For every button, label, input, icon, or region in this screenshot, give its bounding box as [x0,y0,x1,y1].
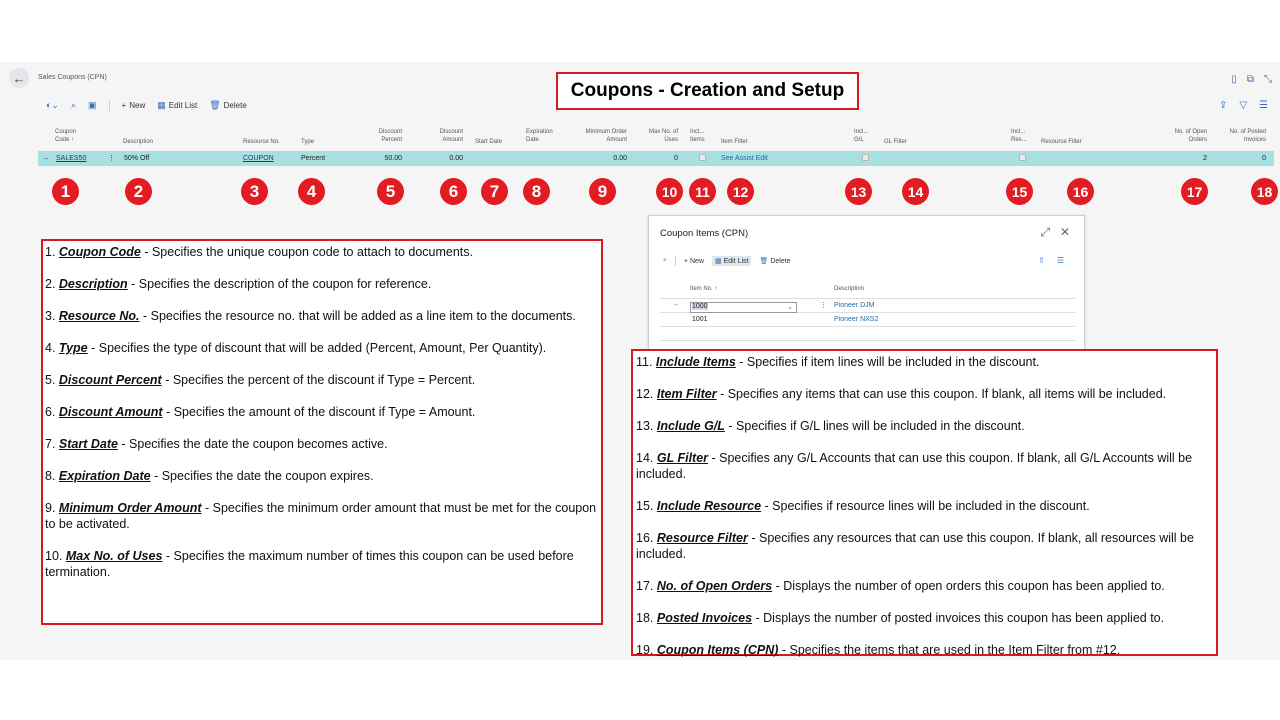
banner-title: Coupons - Creation and Setup [556,72,859,110]
table-row[interactable] [38,151,1274,166]
col-incl-gl[interactable]: Incl... G/L [854,129,869,143]
dialog-delete-button[interactable]: 🗑 Delete [759,258,791,265]
row-menu-icon[interactable]: ⋮ [108,155,115,162]
table-row[interactable] [660,299,1075,313]
callout-badge: 18 [1251,178,1278,205]
col-incl-items[interactable]: Incl... Items [690,129,705,143]
incl-res-checkbox[interactable] [1019,154,1026,161]
cell-coupon-code[interactable]: SALES50 [56,155,87,162]
description-item: 16. Resource Filter - Specifies any resources that can use this coupon. If blank, all resources will be included. [636,531,1194,561]
cell-item-description[interactable]: Pioneer DJM [834,302,875,309]
callout-badge: 6 [440,178,467,205]
cell-discount-percent[interactable]: 50.00 [384,155,402,162]
col-description[interactable]: Description [123,139,154,145]
callout-badge: 12 [727,178,754,205]
callout-badge: 3 [241,178,268,205]
callout-badge: 2 [125,178,152,205]
callout-badge: 17 [1181,178,1208,205]
coupon-items-dialog [648,215,1085,350]
chevron-down-icon[interactable]: ⌄ [787,304,793,311]
expand-icon[interactable]: ⤢ [1040,225,1050,239]
description-item: 3. Resource No. - Specifies the resource no. that will be added as a line item to the documents. [45,309,576,323]
col-min-order-amount[interactable]: Minimum Order Amount [585,129,627,143]
cell-resource-no[interactable]: COUPON [243,155,274,162]
close-icon[interactable]: ✕ [1059,225,1070,239]
list-view-icon[interactable]: ☰ [1056,256,1064,265]
callout-badge: 11 [689,178,716,205]
cell-description[interactable]: 50% Off [124,155,150,162]
layout-icon[interactable]: ▣ [88,100,97,110]
cell-min-order-amount[interactable]: 0.00 [613,155,627,162]
filter-icon[interactable]: ▽ [1239,100,1248,111]
window-controls [1231,74,1272,85]
toolbar-divider [675,256,676,266]
dialog-new-button[interactable]: + New [683,257,704,265]
col-posted-invoices[interactable]: No. of Posted Invoices [1229,129,1266,143]
callout-badge: 8 [523,178,550,205]
col-coupon-code[interactable]: Coupon Code ↑ [55,129,77,143]
dialog-grid [660,298,1075,341]
description-item: 8. Expiration Date - Specifies the date the coupon expires. [45,469,374,483]
callout-badge: 4 [298,178,325,205]
view-toggle-icon[interactable]: ◐⌄ [46,100,59,110]
col-open-orders[interactable]: No. of Open Orders [1174,129,1207,143]
dialog-edit-list-button[interactable]: ▦ Edit List [712,256,751,266]
bookmark-icon[interactable]: ▯ [1231,74,1237,85]
description-item: 19. Coupon Items (CPN) - Specifies the items that are used in the Item Filter from #12. [636,643,1121,657]
description-item: 14. GL Filter - Specifies any G/L Accounts that can use this coupon. If blank, all G/L Accounts will be included. [636,451,1193,481]
cell-discount-amount[interactable]: 0.00 [449,155,463,162]
col-resource-filter[interactable]: Resource Filter [1041,139,1082,145]
col-resource-no[interactable]: Resource No. [243,139,280,145]
list-tools [1219,100,1268,111]
toolbar-divider [109,100,110,111]
callout-badge: 1 [52,178,79,205]
col-max-uses[interactable]: Max No. of Uses [648,129,678,143]
col-start-date[interactable]: Start Date [475,139,503,145]
col-item-filter[interactable]: Item Filter [721,139,748,145]
col-discount-amount[interactable]: Discount Amount [439,129,463,143]
description-item: 13. Include G/L - Specifies if G/L lines will be included in the discount. [636,419,1025,433]
cell-open-orders[interactable]: 2 [1203,155,1207,162]
cell-type[interactable]: Percent [301,155,326,162]
col-type[interactable]: Type [301,139,315,145]
description-item: 15. Include Resource - Specifies if resource lines will be included in the discount. [636,499,1090,513]
delete-button[interactable]: 🗑 Delete [209,100,247,110]
edit-list-button[interactable]: ▦ Edit List [157,100,198,110]
open-new-window-icon[interactable]: ⧉ [1246,74,1254,85]
incl-gl-checkbox[interactable] [862,154,869,161]
col-dialog-description[interactable]: Description [834,286,865,292]
callout-badge: 14 [902,178,929,205]
incl-items-checkbox[interactable] [699,154,706,161]
col-item-no[interactable]: Item No. ↑ [690,286,718,292]
dialog-controls [1040,225,1070,240]
cell-item-filter[interactable]: See Assist Edit [721,155,768,162]
dialog-tools [1038,256,1064,265]
collapse-icon[interactable]: ⤡ [1264,74,1272,85]
row-menu-icon[interactable]: ⋮ [820,302,827,309]
description-item: 9. Minimum Order Amount - Specifies the minimum order amount that must be met for the coupon to be activated. [45,501,597,531]
table-row[interactable] [660,327,1075,341]
share-icon[interactable]: ⇪ [1218,100,1228,111]
page-caption: Sales Coupons (CPN) [38,74,107,81]
description-item: 6. Discount Amount - Specifies the amount of the discount if Type = Amount. [45,405,476,419]
item-no-input[interactable]: 1000 ⌄ [690,302,797,313]
col-incl-res[interactable]: Incl... Res... [1011,129,1027,143]
cell-item-description[interactable]: Pioneer NXS2 [834,316,879,323]
dialog-toolbar [663,254,1073,268]
row-arrow-icon: → [672,301,679,308]
callout-badge: 5 [377,178,404,205]
share-icon[interactable]: ⇪ [1038,256,1045,265]
callout-badge: 15 [1006,178,1033,205]
trash-icon: 🗑 [209,100,221,110]
edit-list-icon: ▦ [157,100,166,110]
description-item: 2. Description - Specifies the description of the coupon for reference. [45,277,432,291]
description-item: 11. Include Items - Specifies if item lines will be included in the discount. [636,355,1040,369]
back-arrow-icon: ← [12,70,26,86]
dialog-title: Coupon Items (CPN) [660,228,749,239]
callout-badge: 9 [589,178,616,205]
description-item: 18. Posted Invoices - Displays the number of posted invoices this coupon has been applied to. [636,611,1165,625]
callout-badge: 13 [845,178,872,205]
col-gl-filter[interactable]: GL Filter [884,139,907,145]
description-item: 4. Type - Specifies the type of discount that will be added (Percent, Amount, Per Quantity). [45,341,547,355]
trash-icon: 🗑 [759,258,769,265]
description-item: 10. Max No. of Uses - Specifies the maximum number of times this coupon can be used before termination. [45,549,574,579]
search-icon[interactable]: ⌕ [70,100,77,110]
table-row[interactable] [660,313,1075,327]
cell-posted-invoices[interactable]: 0 [1262,155,1266,162]
search-icon[interactable]: ⌕ [663,257,667,264]
description-item: 1. Coupon Code - Specifies the unique coupon code to attach to documents. [45,245,474,259]
row-arrow-icon: → [42,155,49,162]
edit-list-icon: ▦ [714,258,722,265]
action-bar [46,100,247,111]
description-item: 12. Item Filter - Specifies any items that can use this coupon. If blank, all items will be included. [636,387,1167,401]
back-button[interactable] [9,68,29,88]
plus-icon: + [121,101,127,110]
cell-item-no[interactable]: 1001 [692,316,708,323]
description-item: 7. Start Date - Specifies the date the coupon becomes active. [45,437,388,451]
callout-badge: 10 [656,178,683,205]
list-view-icon[interactable]: ☰ [1259,100,1268,111]
description-item: 17. No. of Open Orders - Displays the number of open orders this coupon has been applied to. [636,579,1165,593]
col-discount-percent[interactable]: Discount Percent [378,129,402,143]
callout-badge: 16 [1067,178,1094,205]
callout-badge: 7 [481,178,508,205]
description-item: 5. Discount Percent - Specifies the percent of the discount if Type = Percent. [45,373,476,387]
col-expiration-date[interactable]: Expiration Date [526,129,553,143]
cell-max-uses[interactable]: 0 [674,155,678,162]
field-descriptions-right [631,349,1218,656]
new-button[interactable]: + New [121,101,146,110]
field-descriptions-left [41,239,603,625]
